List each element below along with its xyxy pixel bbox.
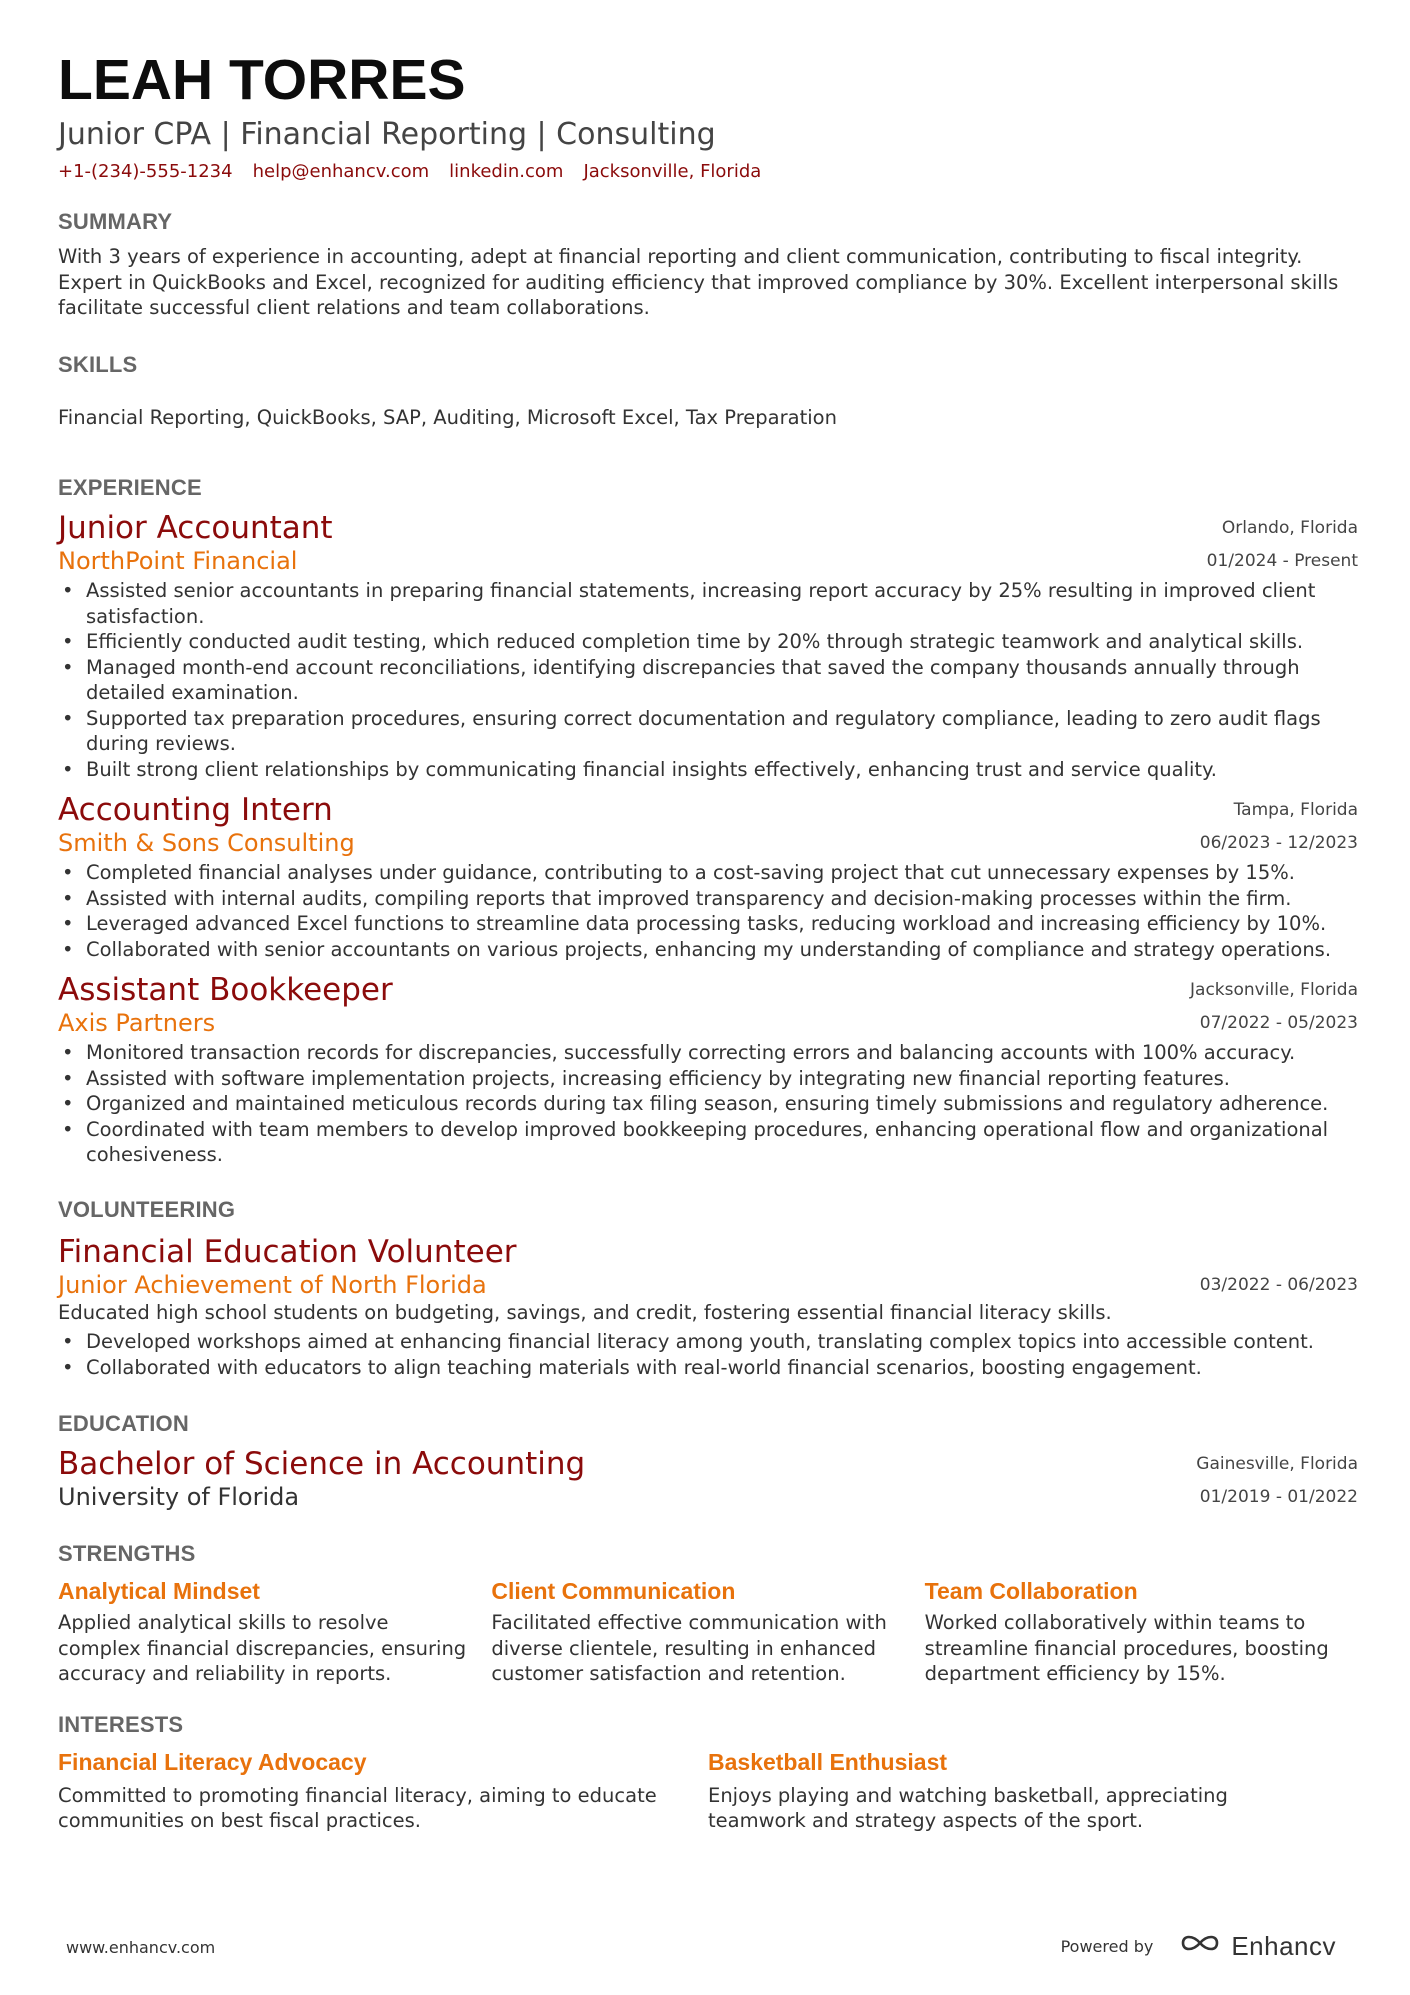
job-company: NorthPoint Financial (58, 547, 298, 575)
bullet-item: • Monitored transaction records for discrepancies, successfully correcting errors and balancing accounts with 100% accuracy. (58, 1040, 1358, 1066)
strength-title: Team Collaboration (924, 1578, 1138, 1604)
experience-entry (58, 972, 1358, 1168)
volunteer-role: Financial Education Volunteer (58, 1233, 517, 1270)
resume-page (58, 48, 1358, 1834)
strength-item (491, 1576, 924, 1687)
interests-title: INTERESTS (58, 1711, 184, 1737)
bullet-item: • Developed workshops aimed at enhancing financial literacy among youth, translating complex topics into accessible content. (58, 1329, 1358, 1355)
resume-header (58, 48, 1358, 184)
education-school: University of Florida (58, 1483, 300, 1511)
experience-entry (58, 510, 1358, 782)
strength-title: Client Communication (491, 1578, 736, 1604)
strength-title: Analytical Mindset (58, 1578, 260, 1604)
contact-phone[interactable]: +1-(234)-555-1234 (58, 161, 233, 182)
bullet-item: • Efficiently conducted audit testing, which reduced completion time by 20% through strategic teamwork and analytical skills. (58, 629, 1358, 655)
job-bullets (58, 578, 1358, 782)
job-bullets (58, 1040, 1358, 1168)
interest-title: Basketball Enthusiast (708, 1748, 948, 1775)
powered-by-label: Powered by (1060, 1937, 1154, 1956)
job-dates: 01/2024 - Present (1206, 551, 1358, 571)
volunteering-title: VOLUNTEERING (58, 1196, 236, 1222)
candidate-headline: Junior CPA | Financial Reporting | Consulting (58, 117, 716, 152)
skills-text: Financial Reporting, QuickBooks, SAP, Auditing, Microsoft Excel, Tax Preparation (58, 405, 837, 429)
strength-text: Worked collaboratively within teams to streamline financial procedures, boosting department efficiency by 15%. (924, 1611, 1329, 1685)
contact-linkedin[interactable]: linkedin.com (449, 161, 564, 182)
job-location: Jacksonville, Florida (1190, 980, 1358, 1000)
volunteering-section (58, 1196, 1358, 1381)
summary-title: SUMMARY (58, 209, 173, 234)
education-section (58, 1410, 1358, 1512)
job-company: Axis Partners (58, 1009, 216, 1037)
interest-title: Financial Literacy Advocacy (58, 1748, 367, 1775)
bullet-item: • Assisted with software implementation projects, increasing efficiency by integrating new financial reporting features. (58, 1066, 1358, 1092)
volunteer-org: Junior Achievement of North Florida (58, 1270, 487, 1299)
experience-entry (58, 792, 1358, 962)
strength-item (925, 1576, 1358, 1687)
bullet-item: • Supported tax preparation procedures, ensuring correct documentation and regulatory compliance, leading to zero audit flags during reviews. (58, 706, 1358, 757)
contact-email[interactable]: help@enhancv.com (252, 161, 430, 182)
job-role: Junior Accountant (58, 510, 333, 546)
bullet-item: • Assisted with internal audits, compiling reports that improved transparency and decision-making processes within the firm. (58, 886, 1358, 912)
job-bullets (58, 860, 1358, 962)
interests-section (58, 1711, 1358, 1834)
experience-section (58, 474, 1358, 1168)
experience-title: EXPERIENCE (58, 475, 202, 500)
bullet-item: • Organized and maintained meticulous records during tax filing season, ensuring timely submissions and regulatory adherence. (58, 1091, 1358, 1117)
education-dates: 01/2019 - 01/2022 (1199, 1487, 1358, 1507)
education-title: EDUCATION (58, 1411, 189, 1436)
strength-text: Applied analytical skills to resolve complex financial discrepancies, ensuring accuracy and reliability in reports. (58, 1611, 467, 1685)
enhancv-brand[interactable] (1177, 1930, 1336, 1963)
volunteer-description: Educated high school students on budgeting, savings, and credit, fostering essential financial literacy skills. (58, 1300, 1112, 1324)
job-role: Accounting Intern (58, 792, 333, 828)
job-location: Tampa, Florida (1233, 800, 1358, 820)
interest-text: Committed to promoting financial literacy, aiming to educate communities on best fiscal practices. (58, 1783, 657, 1832)
bullet-item: • Leveraged advanced Excel functions to streamline data processing tasks, reducing workload and increasing efficiency by 10%. (58, 911, 1358, 937)
skills-title: SKILLS (58, 351, 138, 377)
strengths-title: STRENGTHS (58, 1541, 196, 1566)
interest-item (708, 1747, 1358, 1834)
bullet-item: • Assisted senior accountants in preparing financial statements, increasing report accuracy by 25% resulting in improved client satisfaction. (58, 578, 1358, 629)
contact-row (58, 160, 1358, 184)
brand-name: Enhancv (1231, 1931, 1336, 1961)
strengths-section (58, 1540, 1358, 1687)
strength-text: Facilitated effective communication with diverse clientele, resulting in enhanced customer satisfaction and retention. (491, 1611, 887, 1685)
bullet-item: • Collaborated with senior accountants on various projects, enhancing my understanding of compliance and strategy operations. (58, 937, 1358, 963)
bullet-item: • Collaborated with educators to align teaching materials with real-world financial scenarios, boosting engagement. (58, 1355, 1358, 1381)
job-location: Orlando, Florida (1221, 518, 1358, 538)
footer-website[interactable]: www.enhancv.com (66, 1938, 216, 1957)
education-location: Gainesville, Florida (1196, 1454, 1358, 1474)
interest-item (58, 1747, 708, 1834)
summary-section (58, 208, 1358, 321)
candidate-name: LEAH TORRES (58, 48, 466, 112)
bullet-item: • Managed month-end account reconciliations, identifying discrepancies that saved the company thousands annually through detailed examination. (58, 655, 1358, 706)
volunteer-bullets (58, 1329, 1358, 1380)
volunteer-dates: 03/2022 - 06/2023 (1199, 1274, 1358, 1295)
interest-text: Enjoys playing and watching basketball, appreciating teamwork and strategy aspects of the sport. (708, 1783, 1228, 1832)
footer-branding (1061, 1930, 1336, 1963)
enhancv-logo-icon (1177, 1930, 1223, 1963)
strength-item (58, 1576, 491, 1687)
contact-location: Jacksonville, Florida (583, 161, 762, 182)
job-role: Assistant Bookkeeper (58, 972, 393, 1008)
education-degree: Bachelor of Science in Accounting (58, 1446, 586, 1482)
bullet-item: • Coordinated with team members to develop improved bookkeeping procedures, enhancing operational flow and organizational cohesiveness. (58, 1117, 1358, 1168)
job-dates: 06/2023 - 12/2023 (1199, 833, 1358, 853)
job-company: Smith & Sons Consulting (58, 829, 355, 857)
bullet-item: • Completed financial analyses under guidance, contributing to a cost-saving project that cut unnecessary expenses by 15%. (58, 860, 1358, 886)
summary-text: With 3 years of experience in accounting, adept at financial reporting and client communication, contributing to fiscal integrity. Expert in QuickBooks and Excel, recognized for auditing efficiency that improved compliance by 30%. Excellent interpersonal skills facilitate successful client relations and team collaborations. (58, 245, 1339, 319)
bullet-item: • Built strong client relationships by communicating financial insights effectively, enhancing trust and service quality. (58, 757, 1358, 783)
job-dates: 07/2022 - 05/2023 (1199, 1013, 1358, 1033)
skills-section (58, 351, 1358, 431)
